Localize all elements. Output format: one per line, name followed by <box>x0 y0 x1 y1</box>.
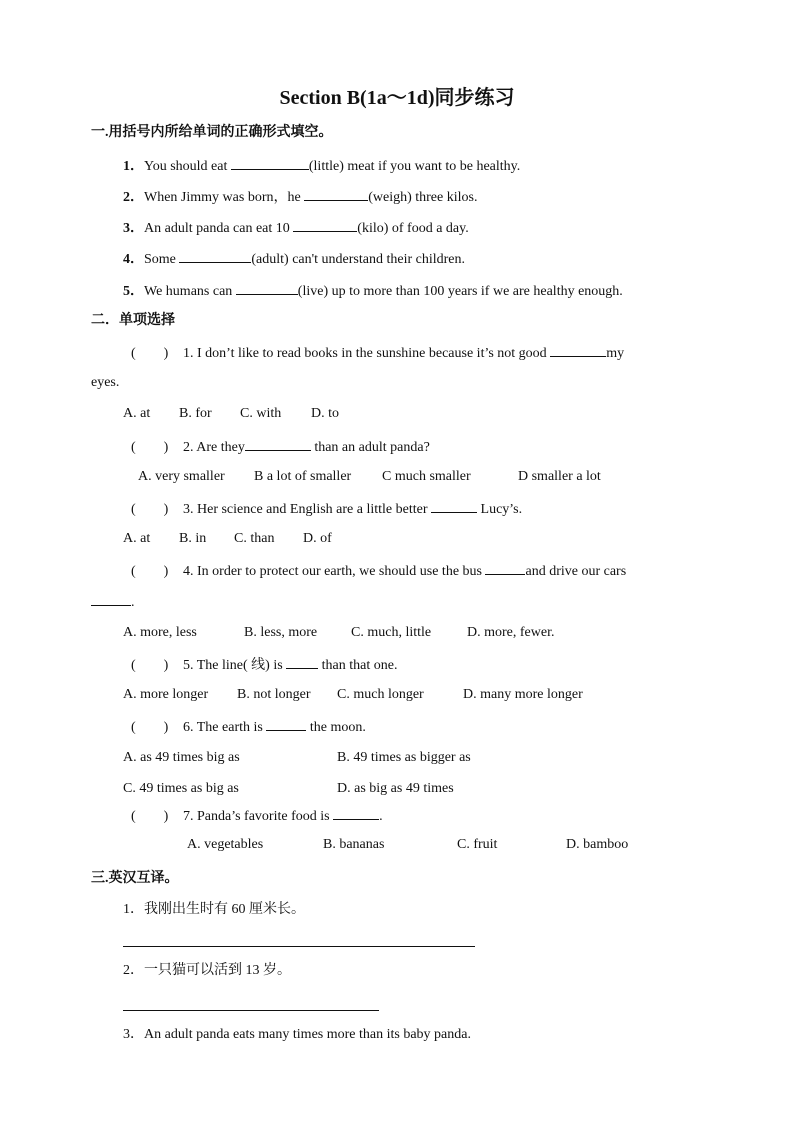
option-c[interactable]: C. much, little <box>351 625 432 640</box>
question-7 <box>131 806 383 826</box>
option-a[interactable]: A. more longer <box>123 687 209 702</box>
item-hint: (weigh) three kilos. <box>368 190 478 205</box>
option-d[interactable]: D. to <box>311 406 339 421</box>
item-text: You should eat <box>144 159 231 174</box>
item-hint: (little) meat if you want to be healthy. <box>308 159 521 174</box>
answer-paren[interactable]: ( ) <box>131 564 169 579</box>
page-title: Section B(1a～1d)同步练习 <box>279 87 515 109</box>
question-5 <box>131 655 397 675</box>
answer-blank[interactable] <box>91 592 131 606</box>
question-4-continued: . <box>91 592 135 612</box>
section3-heading: 三.英汉互译。 <box>91 871 179 886</box>
answer-blank[interactable] <box>231 156 309 170</box>
option-c[interactable]: C much smaller <box>382 469 471 484</box>
question-2 <box>131 437 430 457</box>
answer-blank[interactable] <box>293 218 357 232</box>
question-text-end: the moon. <box>306 720 366 735</box>
item-number: 5． <box>123 284 144 299</box>
option-d[interactable]: D. bamboo <box>566 837 629 852</box>
answer-blank[interactable] <box>485 561 525 575</box>
translate-item-2 <box>123 962 291 980</box>
question-text-end: Lucy’s. <box>477 502 523 517</box>
section2-heading: 二．单项选择 <box>91 313 175 328</box>
item-text: Some <box>144 252 180 267</box>
option-b[interactable]: B. less, more <box>244 625 318 640</box>
answer-blank[interactable] <box>245 437 311 451</box>
item-text: An adult panda can eat 10 <box>144 221 294 236</box>
question-text: 7. Panda’s favorite food is <box>183 809 334 824</box>
question-text: 4. In order to protect our earth, we should use the bus <box>183 564 486 579</box>
item-text: We humans can <box>144 284 236 299</box>
option-d[interactable]: D. more, fewer. <box>467 625 555 640</box>
option-b[interactable]: B. bananas <box>323 837 385 852</box>
translate-item-3 <box>123 1026 471 1044</box>
option-b[interactable]: B a lot of smaller <box>254 469 352 484</box>
item-text: An adult panda eats many times more than its baby panda. <box>144 1027 471 1042</box>
item-text: 我刚出生时有 60 厘米长。 <box>144 902 305 917</box>
answer-paren[interactable]: ( ) <box>131 440 169 455</box>
question-text-end: than that one. <box>318 658 398 673</box>
question-1 <box>131 343 624 363</box>
option-d[interactable]: D. many more longer <box>463 687 583 702</box>
question-text: 5. The line( 线) is <box>183 658 287 673</box>
item-number: 2． <box>123 190 144 205</box>
answer-paren[interactable]: ( ) <box>131 809 169 824</box>
item-number: 2． <box>123 963 144 978</box>
option-c[interactable]: C. fruit <box>457 837 498 852</box>
item-text: 一只猫可以活到 13 岁。 <box>144 963 291 978</box>
answer-blank[interactable] <box>550 343 606 357</box>
item-number: 1． <box>123 159 144 174</box>
question-text-end: . <box>379 809 383 824</box>
answer-line-1[interactable] <box>123 946 475 947</box>
option-d[interactable]: D. as big as 49 times <box>337 781 454 796</box>
option-a[interactable]: A. very smaller <box>138 469 225 484</box>
answer-line-2[interactable] <box>123 1010 379 1011</box>
question-1-continued: eyes. <box>91 375 120 390</box>
option-d[interactable]: D smaller a lot <box>518 469 601 484</box>
fill-item-1 <box>123 156 520 176</box>
question-6 <box>131 717 366 737</box>
answer-blank[interactable] <box>333 806 379 820</box>
option-b[interactable]: B. not longer <box>237 687 311 702</box>
fill-item-4 <box>123 249 465 269</box>
question-4 <box>131 561 626 581</box>
option-c[interactable]: C. than <box>234 531 275 546</box>
item-number: 3． <box>123 1027 144 1042</box>
answer-blank[interactable] <box>266 717 306 731</box>
item-number: 3． <box>123 221 144 236</box>
answer-paren[interactable]: ( ) <box>131 502 169 517</box>
answer-paren[interactable]: ( ) <box>131 346 169 361</box>
item-hint: (kilo) of food a day. <box>357 221 469 236</box>
option-a[interactable]: A. at <box>123 531 151 546</box>
answer-blank[interactable] <box>286 655 318 669</box>
option-c[interactable]: C. 49 times as big as <box>123 781 239 796</box>
option-a[interactable]: A. as 49 times big as <box>123 750 240 765</box>
answer-paren[interactable]: ( ) <box>131 658 169 673</box>
option-c[interactable]: C. with <box>240 406 282 421</box>
option-a[interactable]: A. at <box>123 406 151 421</box>
question-text: 1. I don’t like to read books in the sunshine because it’s not good <box>183 346 551 361</box>
question-text: 6. The earth is <box>183 720 267 735</box>
translate-item-1 <box>123 901 305 919</box>
fill-item-2 <box>123 187 477 207</box>
section1-heading: 一.用括号内所给单词的正确形式填空。 <box>91 125 333 140</box>
question-text: 2. Are they <box>183 440 245 455</box>
option-a[interactable]: A. more, less <box>123 625 197 640</box>
option-b[interactable]: B. 49 times as bigger as <box>337 750 471 765</box>
question-text-end: my <box>606 346 625 361</box>
question-3 <box>131 499 522 519</box>
question-text-end: and drive our cars <box>525 564 627 579</box>
option-b[interactable]: B. for <box>179 406 212 421</box>
option-c[interactable]: C. much longer <box>337 687 424 702</box>
question-text: 3. Her science and English are a little better <box>183 502 432 517</box>
option-b[interactable]: B. in <box>179 531 207 546</box>
item-number: 4． <box>123 252 144 267</box>
fill-item-3 <box>123 218 469 238</box>
answer-blank[interactable] <box>304 187 368 201</box>
answer-blank[interactable] <box>236 281 298 295</box>
option-a[interactable]: A. vegetables <box>187 837 264 852</box>
item-number: 1． <box>123 902 144 917</box>
question-text-end: than an adult panda? <box>310 440 430 455</box>
item-hint: (live) up to more than 100 years if we are healthy enough. <box>297 284 623 299</box>
fill-item-5 <box>123 281 623 301</box>
item-text: When Jimmy was born，he <box>144 190 305 205</box>
option-d[interactable]: D. of <box>303 531 332 546</box>
item-hint: (adult) can't understand their children. <box>251 252 465 267</box>
answer-blank[interactable] <box>431 499 477 513</box>
answer-paren[interactable]: ( ) <box>131 720 169 735</box>
answer-blank[interactable] <box>179 249 251 263</box>
